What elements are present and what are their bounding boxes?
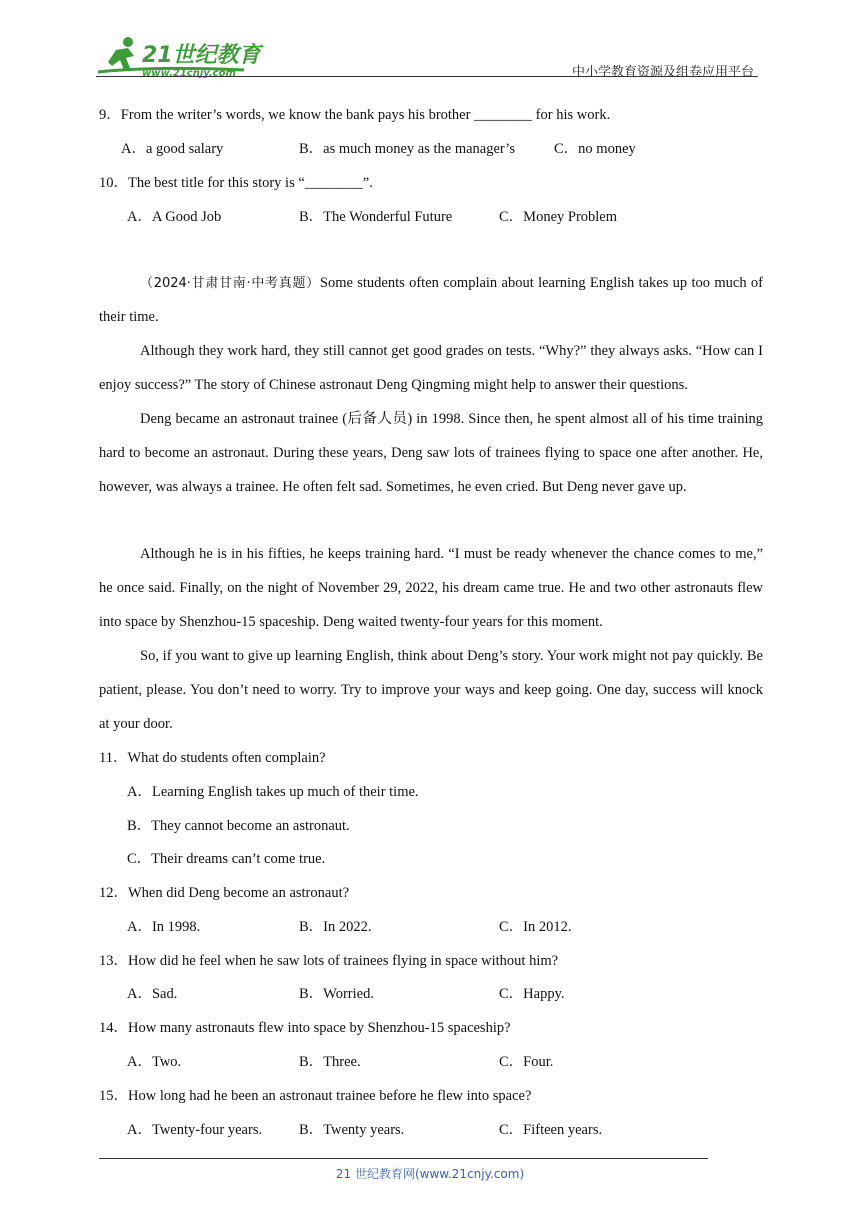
header-divider: [96, 76, 758, 77]
passage-paragraph: [99, 267, 763, 335]
site-logo: [94, 36, 264, 80]
option-c: C．no money: [554, 141, 636, 157]
option-b: B．Twenty years.: [299, 1122, 405, 1138]
question-stem: 9．From the writer’s words, we know the bank pays his brother ________ for his work.: [99, 107, 611, 123]
svg-text:www.21cnjy.com: www.21cnjy.com: [142, 68, 236, 79]
option-a: A．Sad.: [127, 986, 178, 1002]
passage-paragraph: Deng became an astronaut trainee (后备人员) in 1998. Since then, he spent almost all of his time training hard to become an astronaut. During these years, Deng saw lots of trainees flying to space one after another. He, however, was always a trainee. He often felt sad. Sometimes, he even cried. But Deng never gave up.: [99, 411, 763, 495]
platform-title: 中小学教育资源及组卷应用平台: [571, 65, 754, 80]
option-b: B．as much money as the manager’s: [299, 141, 515, 157]
option-b: B．They cannot become an astronaut.: [127, 818, 350, 834]
option-a: A．Learning English takes up much of their time.: [127, 784, 419, 800]
option-c: C．Their dreams can’t come true.: [127, 851, 326, 867]
passage-paragraph: Although they work hard, they still cannot get good grades on tests. “Why?” they always asks. “How can I enjoy success?” The story of Chinese astronaut Deng Qingming might help to answer their questions.: [99, 343, 763, 393]
question-stem: 13．How did he feel when he saw lots of trainees flying in space without him?: [99, 953, 559, 969]
option-b: B．Three.: [299, 1054, 361, 1070]
option-b: B．Worried.: [299, 986, 374, 1002]
passage-paragraph: So, if you want to give up learning English, think about Deng’s story. Your work might not pay quickly. Be patient, please. You don’t need to worry. Try to improve your ways and keep going. One day, success will knock at your door.: [99, 648, 763, 732]
passage-source: （2024·甘肃甘南·中考真题）: [140, 276, 320, 291]
option-b: B．In 2022.: [299, 919, 372, 935]
passage-paragraph: Although he is in his fifties, he keeps training hard. “I must be ready whenever the chance comes to me,” he once said. Finally, on the night of November 29, 2022, his dream came true. He and two other astronauts flew into space by Shenzhou-15 spaceship. Deng waited twenty-four years for this moment.: [99, 546, 763, 630]
option-c: C．Fifteen years.: [499, 1122, 603, 1138]
option-c: C．In 2012.: [499, 919, 572, 935]
page-header: [0, 0, 860, 80]
question-stem: 15．How long had he been an astronaut trainee before he flew into space?: [99, 1088, 532, 1104]
option-a: A．A Good Job: [127, 209, 222, 225]
footer-divider: [99, 1158, 708, 1159]
option-c: C．Happy.: [499, 986, 565, 1002]
svg-text:21世纪教育: 21世纪教育: [142, 43, 261, 68]
option-a: A．In 1998.: [127, 919, 201, 935]
option-b: B．The Wonderful Future: [299, 209, 453, 225]
question-stem: 14．How many astronauts flew into space by Shenzhou-15 spaceship?: [99, 1020, 511, 1036]
footer-link[interactable]: 21 世纪教育网(www.21cnjy.com): [335, 1167, 525, 1181]
option-c: C．Four.: [499, 1054, 554, 1070]
question-stem: 12．When did Deng become an astronaut?: [99, 885, 350, 901]
paragraph-text: Some students often complain about learning English takes up too much of their time.: [99, 275, 764, 325]
question-stem: 11．What do students often complain?: [99, 750, 326, 766]
runner-logo-icon: [94, 36, 264, 80]
question-stem: 10．The best title for this story is “________”.: [99, 175, 373, 191]
option-c: C．Money Problem: [499, 209, 618, 225]
option-a: A．a good salary: [121, 141, 224, 157]
option-a: A．Twenty-four years.: [127, 1122, 263, 1138]
option-a: A．Two.: [127, 1054, 182, 1070]
